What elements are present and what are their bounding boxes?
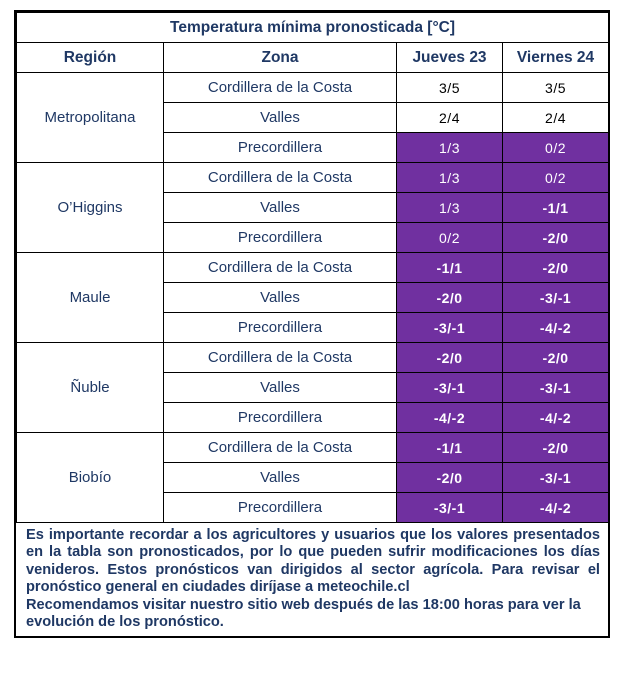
region-cell: Metropolitana: [17, 73, 164, 163]
jueves-value-cell: 1/3: [397, 133, 503, 163]
zone-cell: Cordillera de la Costa: [164, 253, 397, 283]
viernes-value-cell: -1/1: [503, 193, 609, 223]
jueves-value-cell: -2/0: [397, 463, 503, 493]
table-row: [17, 73, 609, 103]
header-viernes: Viernes 24: [503, 43, 609, 73]
table-title: Temperatura mínima pronosticada [°C]: [17, 13, 609, 43]
region-cell: Maule: [17, 253, 164, 343]
viernes-value-cell: 0/2: [503, 163, 609, 193]
zone-cell: Cordillera de la Costa: [164, 433, 397, 463]
zone-cell: Precordillera: [164, 403, 397, 433]
viernes-value-cell: -4/-2: [503, 313, 609, 343]
jueves-value-cell: 3/5: [397, 73, 503, 103]
jueves-value-cell: -1/1: [397, 433, 503, 463]
zone-cell: Cordillera de la Costa: [164, 73, 397, 103]
jueves-value-cell: -3/-1: [397, 493, 503, 523]
viernes-value-cell: 3/5: [503, 73, 609, 103]
region-cell: Biobío: [17, 433, 164, 523]
forecast-table: [16, 12, 609, 523]
note-paragraph-1: Es importante recordar a los agricultores y usuarios que los valores presentados en la tabla son pronosticados, por lo que pueden sufrir modificaciones los días venideros. Estos pronósticos van dirigidos al sector agrícola. Para revisar el pronóstico general en ciudades diríjase a meteochile.cl: [26, 527, 600, 596]
jueves-value-cell: -2/0: [397, 283, 503, 313]
jueves-value-cell: -1/1: [397, 253, 503, 283]
viernes-value-cell: 2/4: [503, 103, 609, 133]
viernes-value-cell: -3/-1: [503, 373, 609, 403]
advisory-note: [16, 523, 608, 636]
viernes-value-cell: -2/0: [503, 433, 609, 463]
note-paragraph-2: Recomendamos visitar nuestro sitio web después de las 18:00 horas para ver la evolución de los pronóstico.: [26, 596, 581, 631]
region-cell: O’Higgins: [17, 163, 164, 253]
header-jueves: Jueves 23: [397, 43, 503, 73]
jueves-value-cell: -3/-1: [397, 373, 503, 403]
viernes-value-cell: -3/-1: [503, 283, 609, 313]
viernes-value-cell: -2/0: [503, 223, 609, 253]
zone-cell: Valles: [164, 193, 397, 223]
viernes-value-cell: -3/-1: [503, 463, 609, 493]
zone-cell: Cordillera de la Costa: [164, 163, 397, 193]
viernes-value-cell: -4/-2: [503, 403, 609, 433]
jueves-value-cell: -4/-2: [397, 403, 503, 433]
table-row: [17, 343, 609, 373]
table-row: [17, 253, 609, 283]
jueves-value-cell: 0/2: [397, 223, 503, 253]
zone-cell: Valles: [164, 463, 397, 493]
jueves-value-cell: -3/-1: [397, 313, 503, 343]
jueves-value-cell: 1/3: [397, 193, 503, 223]
viernes-value-cell: -4/-2: [503, 493, 609, 523]
header-zone: Zona: [164, 43, 397, 73]
zone-cell: Precordillera: [164, 493, 397, 523]
table-row: [17, 433, 609, 463]
zone-cell: Valles: [164, 283, 397, 313]
jueves-value-cell: -2/0: [397, 343, 503, 373]
region-cell: Ñuble: [17, 343, 164, 433]
zone-cell: Valles: [164, 373, 397, 403]
forecast-table-container: [14, 10, 610, 638]
viernes-value-cell: -2/0: [503, 253, 609, 283]
jueves-value-cell: 2/4: [397, 103, 503, 133]
table-row: [17, 163, 609, 193]
viernes-value-cell: -2/0: [503, 343, 609, 373]
zone-cell: Cordillera de la Costa: [164, 343, 397, 373]
zone-cell: Valles: [164, 103, 397, 133]
zone-cell: Precordillera: [164, 223, 397, 253]
zone-cell: Precordillera: [164, 133, 397, 163]
header-region: Región: [17, 43, 164, 73]
viernes-value-cell: 0/2: [503, 133, 609, 163]
zone-cell: Precordillera: [164, 313, 397, 343]
jueves-value-cell: 1/3: [397, 163, 503, 193]
